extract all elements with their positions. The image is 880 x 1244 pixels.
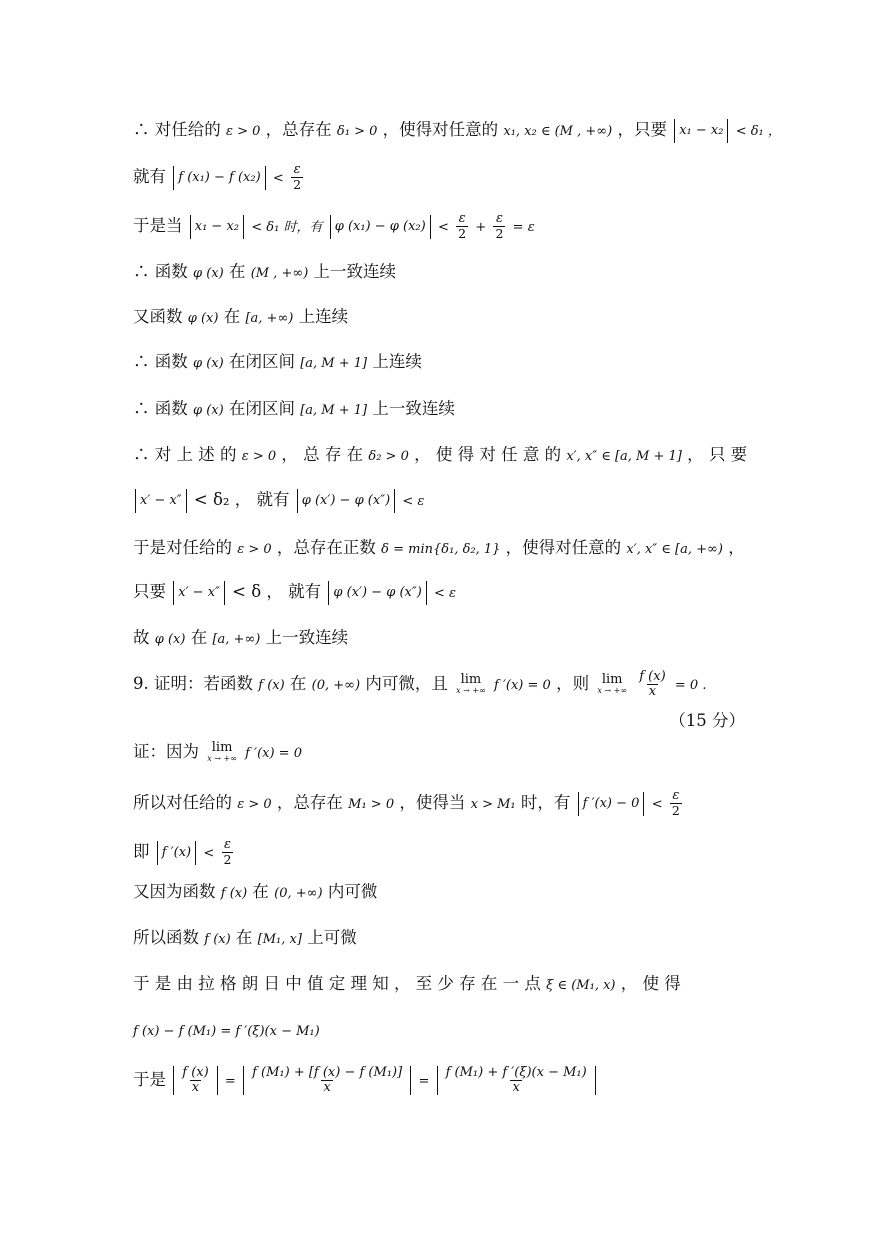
text: 故 [133,628,150,647]
text: 上一致连续 [265,628,349,647]
math: [a, M + 1] [300,403,368,418]
text: 即 [133,842,150,861]
math: = [418,1074,430,1089]
lim-label: lim [211,739,233,755]
fraction [250,1066,404,1095]
math: < [437,220,449,235]
text: 于是 [133,1070,166,1089]
math: < ε [402,494,425,509]
text: 在 [223,307,241,326]
fraction [222,838,234,867]
math: [a, M + 1] [300,356,368,371]
text: 只要 [133,582,166,601]
math: ε > 0 [237,797,272,812]
abs-value: x₁ − x₂ [674,119,728,143]
text: ， 总 存 在 [281,445,364,464]
math: (M , +∞) [250,266,309,281]
math: < [651,797,663,812]
math: ε > 0 [241,449,277,464]
math: < δ₁ 时，有 [251,220,323,235]
limit [456,671,486,696]
score-label: （15 分） [669,711,745,730]
text: 上可微 [307,928,357,947]
line-11 [133,580,456,606]
math: x > M₁ [470,797,516,812]
denominator: x [191,1080,200,1095]
math: f (x) [204,932,231,947]
math: = ε [512,220,535,235]
text: ∴ 对任给的 [133,120,221,139]
lim-label: lim [601,671,623,687]
math: < δ₁ ， [735,124,781,139]
math: f ′(x) = 0 [494,678,551,693]
text: 上一致连续 [313,262,397,281]
line-20 [133,1018,320,1044]
abs-value [243,1066,411,1095]
numerator: ε [458,211,466,226]
abs-value: φ (x′) − φ (x″) [328,581,426,605]
math: M₁ > 0 [348,797,395,812]
text: 在 [235,928,253,947]
math: [a, +∞) [212,632,261,647]
problem-9-statement [133,670,706,699]
numerator: ε [495,211,503,226]
lim-label: lim [460,671,482,687]
line-5 [133,305,348,331]
text: 内可微 [327,882,378,901]
numerator: ε [672,788,680,803]
line-15 [133,789,684,818]
denominator: x [648,684,657,699]
lim-subscript: x → +∞ [456,685,486,695]
numerator: ε [224,837,231,852]
line-19 [133,972,681,998]
math: f (x) [220,886,248,901]
abs-value: f ′(x) [157,841,196,865]
text: ∴ 函数 [133,352,188,371]
text: ， 只 要 [687,445,748,464]
abs-value: φ (x′) − φ (x″) [297,489,395,513]
text: ， 使 得 [620,974,681,993]
line-1 [133,118,781,144]
text: 在 [252,882,269,901]
abs-value [437,1066,596,1095]
math: δ = min{δ₁, δ₂, 1} [381,542,501,557]
fraction [670,789,682,818]
text: 上连续 [298,307,349,326]
math: [a, +∞) [245,311,294,326]
text: ， [728,538,745,557]
text: 于是对任给的 [133,538,232,557]
math: = [224,1074,236,1089]
text: 于是当 [133,216,183,235]
line-21 [133,1066,598,1095]
math: φ (x) [193,356,224,371]
text: 在 [289,674,307,693]
denominator: 2 [223,852,232,867]
fraction [180,1066,210,1095]
text: ∴ 函数 [133,262,188,281]
denominator: x [323,1080,331,1095]
text: ，使得当 [399,793,466,812]
denominator: 2 [458,226,467,241]
fraction [444,1066,589,1095]
text: ∴ 对 上 述 的 [133,445,237,464]
text: ，则 [556,674,590,693]
text: 在闭区间 [228,352,295,371]
limit [597,671,627,696]
line-8 [133,443,747,469]
math: (0, +∞) [274,886,323,901]
math: (0, +∞) [311,678,361,693]
math: x′, x″ ∈ [a, +∞) [626,542,723,557]
numerator: f (x) [182,1065,209,1080]
abs-value: x′ − x″ [135,489,187,513]
math: δ₁ > 0 [336,124,378,139]
math: φ (x) [193,403,224,418]
text: 上连续 [372,352,422,371]
text: ，只要 [617,120,667,139]
denominator: 2 [495,226,504,241]
text: 于 是 由 拉 格 朗 日 中 值 定 理 知 ， 至 少 存 在 一 点 [133,974,541,993]
abs-value: x′ − x″ [173,581,225,605]
text: ，总存在 [265,120,332,139]
line-16 [133,838,235,867]
line-3 [133,212,535,241]
text: ∴ 函数 [133,399,188,418]
abs-value: x₁ − x₂ [190,215,244,239]
lim-subscript: x → +∞ [597,685,627,695]
line-4 [133,260,396,286]
fraction [493,212,505,241]
text: 又函数 [133,307,183,326]
fraction [291,163,303,192]
text: 所以对任给的 [133,793,232,812]
line-2 [133,163,305,192]
line-7 [133,397,455,423]
text: ，总存在 [276,793,343,812]
text: 就有 [133,167,166,186]
math: x₁, x₂ ∈ (M , +∞) [503,124,613,139]
math: ξ ∈ (M₁, x) [546,978,616,993]
numerator: f (M₁) + f ′(ξ)(x − M₁) [445,1065,587,1080]
fraction [637,670,667,699]
lim-subscript: x → +∞ [207,753,237,763]
text: ，使得对任意的 [382,120,499,139]
math: < [203,846,215,861]
abs-value: f ′(x) − 0 [578,792,645,816]
text: < δ₂ ， 就有 [193,490,290,509]
math: δ₂ > 0 [368,449,409,464]
math: f (x) − f (M₁) = f ′(ξ)(x − M₁) [133,1024,320,1039]
text: < δ ， 就有 [232,582,322,601]
denominator: x [512,1080,520,1095]
line-18 [133,926,357,952]
fraction [456,212,468,241]
math: f (x) [258,678,285,693]
limit [207,739,237,764]
numerator: f (M₁) + [f (x) − f (M₁)] [252,1065,403,1080]
numerator: ε [293,162,301,177]
line-6 [133,350,422,376]
math: f ′(x) = 0 [245,746,302,761]
text: 在 [228,262,246,281]
math: = 0 . [674,678,707,693]
denominator: 2 [671,803,680,818]
line-12 [133,626,348,652]
math: [M₁, x] [257,932,302,947]
text: 在 [190,628,208,647]
line-9 [133,488,424,514]
math: ε > 0 [237,542,272,557]
text: ，总存在正数 [276,538,376,557]
numerator: f (x) [639,669,666,684]
math: φ (x) [187,311,219,326]
math: < ε [434,586,457,601]
denominator: 2 [293,177,302,192]
text: 在闭区间 [228,399,295,418]
text: 9. 证明：若函数 [133,674,253,693]
text: 又因为函数 [133,882,216,901]
text: 所以函数 [133,928,199,947]
math: x′, x″ ∈ [a, M + 1] [566,449,682,464]
math: φ (x) [193,266,224,281]
line-10 [133,536,745,562]
math: + [475,220,487,235]
text: 内可微，且 [365,674,448,693]
text: 证：因为 [133,742,199,761]
line-17 [133,880,377,906]
abs-value: f (x₁) − f (x₂) [173,166,265,190]
text: ，使得对任意的 [505,538,622,557]
text: 时，有 [520,793,571,812]
math: < [272,171,284,186]
line-14 [133,740,302,766]
abs-value [173,1066,217,1095]
math: ε > 0 [226,124,261,139]
text: ， 使 得 对 任 意 的 [414,445,562,464]
abs-value: φ (x₁) − φ (x₂) [330,215,431,239]
math: φ (x) [154,632,186,647]
text: 上一致连续 [372,399,455,418]
